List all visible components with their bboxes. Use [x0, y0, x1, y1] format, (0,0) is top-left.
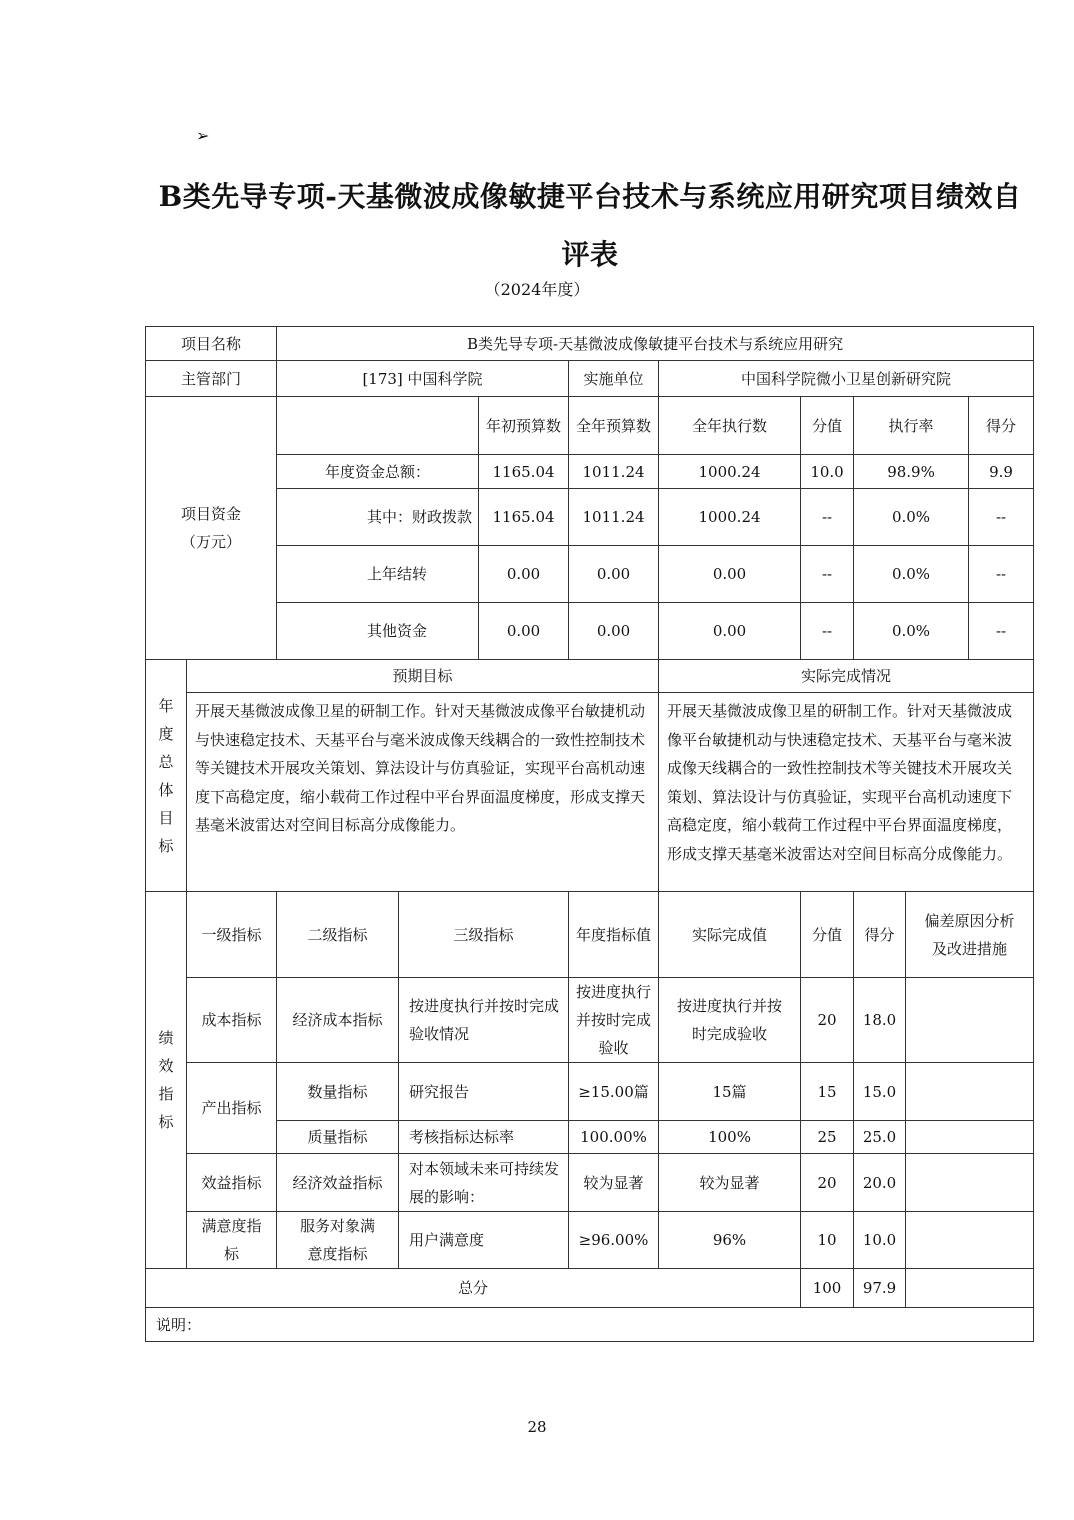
page-number: 28 [527, 1418, 547, 1436]
cell: 0.00 [659, 603, 801, 660]
l1: 效益指标 [187, 1154, 277, 1212]
header-cell: 三级指标 [399, 892, 569, 978]
header-cell: 偏差原因分析及改进措施 [906, 892, 1034, 978]
cell: 1000.24 [659, 489, 801, 546]
cell: 9.9 [969, 455, 1034, 489]
target: ≥15.00篇 [569, 1063, 659, 1121]
note [906, 1154, 1034, 1212]
cell: 0.00 [569, 603, 659, 660]
l3: 研究报告 [399, 1063, 569, 1121]
header-cell: 年初预算数 [479, 397, 569, 455]
l1: 满意度指标 [187, 1212, 277, 1269]
cell: -- [801, 603, 854, 660]
cell: 0.00 [659, 546, 801, 603]
weight: 25 [801, 1121, 854, 1154]
goals-label: 年度总体目标 [146, 660, 187, 892]
l1: 成本指标 [187, 978, 277, 1063]
indicators-label: 绩效指标 [146, 892, 187, 1269]
report-year: （2024年度） [484, 280, 590, 299]
target: 按进度执行并按时完成验收 [569, 978, 659, 1063]
l3: 用户满意度 [399, 1212, 569, 1269]
cell: 1165.04 [479, 489, 569, 546]
row-label: 其他资金 [277, 603, 479, 660]
cell: 0.0% [854, 546, 969, 603]
l2: 经济效益指标 [277, 1154, 399, 1212]
note [906, 1121, 1034, 1154]
cell: 0.00 [479, 603, 569, 660]
header-cell: 年度指标值 [569, 892, 659, 978]
l3: 对本领域未来可持续发展的影响： [399, 1154, 569, 1212]
self-evaluation-table [145, 326, 1034, 1342]
header-cell: 得分 [854, 892, 906, 978]
cell: 1165.04 [479, 455, 569, 489]
funds-header-row [146, 397, 1034, 455]
blank-cell [277, 397, 479, 455]
project-name: B类先导专项-天基微波成像敏捷平台技术与系统应用研究 [277, 327, 1034, 361]
label: 实施单位 [569, 361, 659, 397]
funds-row [146, 546, 1034, 603]
goals-header-row [146, 660, 1034, 693]
cell: 1011.24 [569, 455, 659, 489]
cell: 10.0 [801, 455, 854, 489]
goals-row [146, 693, 1034, 892]
expected-goal: 开展天基微波成像卫星的研制工作。针对天基微波成像平台敏捷机动与快速稳定技术、天基平台与毫米波成像天线耦合的一致性控制技术等关键技术开展攻关策划、算法设计与仿真验证，实现平台高机动速度下高稳定度，缩小载荷工作过程中平台界面温度梯度，形成支撑天基毫米波雷达对空间目标高分成像能力。 [187, 693, 659, 892]
cell: 0.0% [854, 603, 969, 660]
weight: 10 [801, 1212, 854, 1269]
cell: 1011.24 [569, 489, 659, 546]
header-cell: 全年执行数 [659, 397, 801, 455]
cell: 1000.24 [659, 455, 801, 489]
indicator-row [146, 1212, 1034, 1269]
score: 15.0 [854, 1063, 906, 1121]
actual: 100% [659, 1121, 801, 1154]
actual: 按进度执行并按时完成验收 [659, 978, 801, 1063]
l2: 服务对象满意度指标 [277, 1212, 399, 1269]
header-cell: 一级指标 [187, 892, 277, 978]
header-cell: 分值 [801, 892, 854, 978]
label: 主管部门 [146, 361, 277, 397]
actual: 96% [659, 1212, 801, 1269]
cell: -- [969, 489, 1034, 546]
cell: 0.00 [479, 546, 569, 603]
header-cell: 得分 [969, 397, 1034, 455]
score: 25.0 [854, 1121, 906, 1154]
actual: 15篇 [659, 1063, 801, 1121]
note [906, 1063, 1034, 1121]
weight: 20 [801, 978, 854, 1063]
note [906, 1212, 1034, 1269]
department: [173] 中国科学院 [277, 361, 569, 397]
l2: 质量指标 [277, 1121, 399, 1154]
row-label: 上年结转 [277, 546, 479, 603]
funds-row [146, 455, 1034, 489]
target: 较为显著 [569, 1154, 659, 1212]
funds-label: 项目资金（万元） [146, 397, 277, 660]
score: 18.0 [854, 978, 906, 1063]
indicator-row [146, 1121, 1034, 1154]
row-department [146, 361, 1034, 397]
total-weight: 100 [801, 1269, 854, 1308]
page-title: B类先导专项-天基微波成像敏捷平台技术与系统应用研究项目绩效自评表 [158, 180, 1022, 271]
target: 100.00% [569, 1121, 659, 1154]
l2: 经济成本指标 [277, 978, 399, 1063]
score: 10.0 [854, 1212, 906, 1269]
note [906, 978, 1034, 1063]
indicator-row [146, 1154, 1034, 1212]
label: 项目名称 [146, 327, 277, 361]
l1: 产出指标 [187, 1063, 277, 1154]
header-cell: 实际完成情况 [659, 660, 1034, 693]
weight: 20 [801, 1154, 854, 1212]
target: ≥96.00% [569, 1212, 659, 1269]
l3: 考核指标达标率 [399, 1121, 569, 1154]
cell: -- [969, 603, 1034, 660]
row-label: 年度资金总额： [277, 455, 479, 489]
indicator-row [146, 978, 1034, 1063]
blank-cell [906, 1269, 1034, 1308]
total-score: 97.9 [854, 1269, 906, 1308]
cell: -- [801, 546, 854, 603]
funds-row [146, 489, 1034, 546]
header-cell: 全年预算数 [569, 397, 659, 455]
cell: 98.9% [854, 455, 969, 489]
l3: 按进度执行并按时完成验收情况 [399, 978, 569, 1063]
header-cell: 执行率 [854, 397, 969, 455]
indicators-header-row [146, 892, 1034, 978]
l2: 数量指标 [277, 1063, 399, 1121]
header-cell: 分值 [801, 397, 854, 455]
bullet-marker: ➢ [196, 126, 210, 145]
cell: 0.00 [569, 546, 659, 603]
cell: 0.0% [854, 489, 969, 546]
remark-row [146, 1308, 1034, 1342]
header-cell: 二级指标 [277, 892, 399, 978]
weight: 15 [801, 1063, 854, 1121]
indicator-row [146, 1063, 1034, 1121]
row-project-name [146, 327, 1034, 361]
cell: -- [801, 489, 854, 546]
actual-completion: 开展天基微波成像卫星的研制工作。针对天基微波成像平台敏捷机动与快速稳定技术、天基平台与毫米波成像天线耦合的一致性控制技术等关键技术开展攻关策划、算法设计与仿真验证，实现平台高机动速度下高稳定度，缩小载荷工作过程中平台界面温度梯度，形成支撑天基毫米波雷达对空间目标高分成像能力。 [659, 693, 1034, 892]
total-row [146, 1269, 1034, 1308]
header-cell: 实际完成值 [659, 892, 801, 978]
implementing-unit: 中国科学院微小卫星创新研究院 [659, 361, 1034, 397]
total-label: 总分 [146, 1269, 801, 1308]
score: 20.0 [854, 1154, 906, 1212]
cell: -- [969, 546, 1034, 603]
actual: 较为显著 [659, 1154, 801, 1212]
remark-label: 说明： [146, 1308, 1034, 1342]
row-label: 其中：财政拨款 [277, 489, 479, 546]
header-cell: 预期目标 [187, 660, 659, 693]
funds-row [146, 603, 1034, 660]
